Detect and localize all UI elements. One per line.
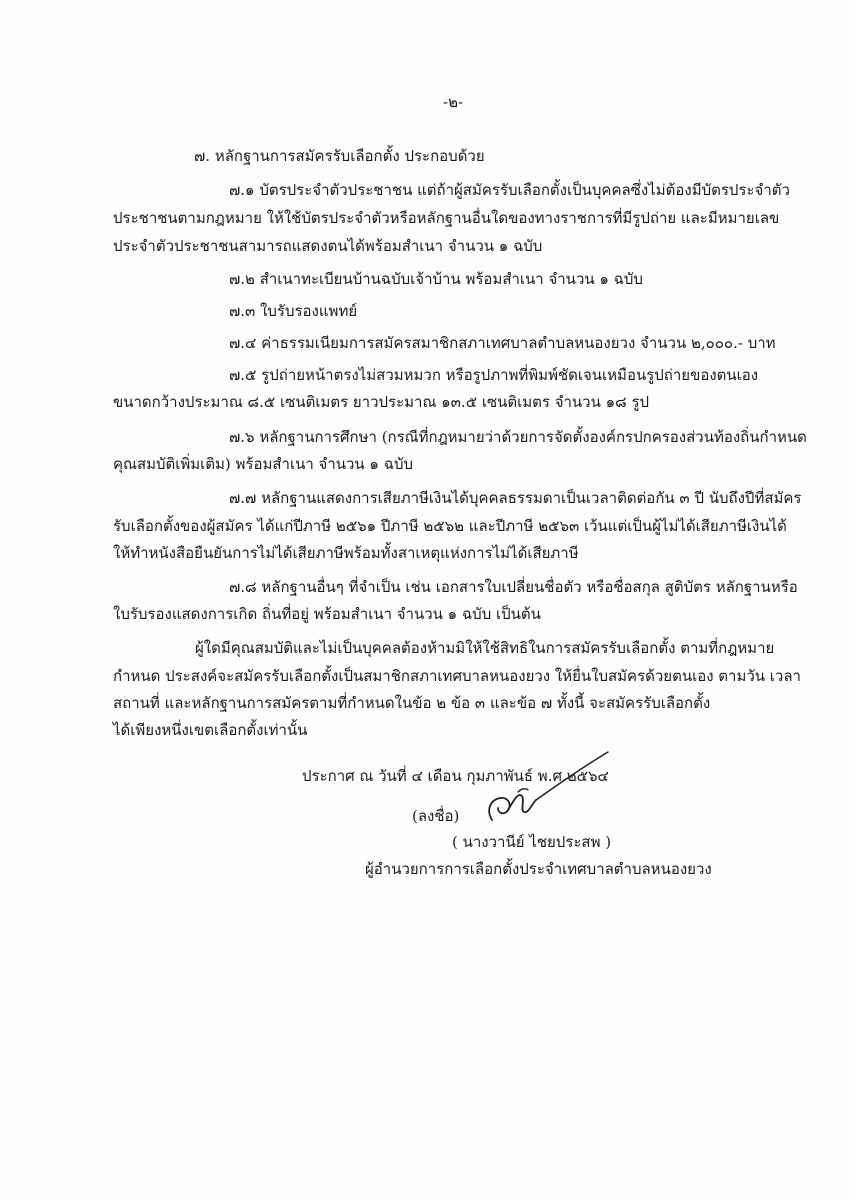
item-7-6-line-1: ๗.๖ หลักฐานการศึกษา (กรณีที่กฎหมายว่าด้วยการจัดตั้งองค์กรปกครองส่วนท้องถิ่นกำหนด [229, 428, 807, 446]
item-7-1-line-1: ๗.๑ บัตรประจำตัวประชาชน แต่ถ้าผู้สมัครรับเลือกตั้งเป็นบุคคลซึ่งไม่ต้องมีบัตรประจำตัว [229, 181, 790, 199]
item-7-7-line-2: รับเลือกตั้งของผู้สมัคร ได้แก่ปีภาษี ๒๕๖๑ ปีภาษี ๒๕๖๒ และปีภาษี ๒๕๖๓ เว้นแต่เป็นผู้ไม่ได้เสียภาษีเงินได้ [113, 517, 787, 535]
closing-line-3: สถานที่ และหลักฐานการสมัครตามที่กำหนดในข้อ ๒ ข้อ ๓ และข้อ ๗ ทั้งนี้ จะสมัครรับเลือกตั้ง [113, 694, 711, 712]
item-7-7-line-3: ให้ทำหนังสือยืนยันการไม่ได้เสียภาษีพร้อมทั้งสาเหตุแห่งการไม่ได้เสียภาษี [113, 544, 579, 562]
sign-label: (ลงชื่อ) [412, 807, 460, 825]
closing-line-2: กำหนด ประสงค์จะสมัครรับเลือกตั้งเป็นสมาชิกสภาเทศบาลหนองยวง ให้ยื่นใบสมัครด้วยตนเอง ตามวัน เวลา [113, 667, 801, 685]
signer-name: ( นางวานีย์ ไชยประสพ ) [452, 833, 612, 851]
closing-line-1: ผู้ใดมีคุณสมบัติและไม่เป็นบุคคลต้องห้ามมิให้ใช้สิทธิในการสมัครรับเลือกตั้ง ตามที่กฎหมาย [195, 639, 775, 657]
item-7-1-line-3: ประจำตัวประชาชนสามารถแสดงตนได้พร้อมสำเนา จำนวน ๑ ฉบับ [113, 237, 543, 255]
item-7-5-line-2: ขนาดกว้างประมาณ ๘.๕ เซนติเมตร ยาวประมาณ ๑๓.๕ เซนติเมตร จำนวน ๑๘ รูป [113, 393, 650, 411]
closing-line-4: ได้เพียงหนึ่งเขตเลือกตั้งเท่านั้น [113, 721, 308, 739]
item-7-4: ๗.๔ ค่าธรรมเนียมการสมัครสมาชิกสภาเทศบาลตำบลหนองยวง จำนวน ๒,๐๐๐.- บาท [229, 334, 776, 352]
section-heading: ๗. หลักฐานการสมัครรับเลือกตั้ง ประกอบด้วย [194, 147, 485, 165]
item-7-8-line-2: ใบรับรองแสดงการเกิด ถิ่นที่อยู่ พร้อมสำเนา จำนวน ๑ ฉบับ เป็นต้น [113, 605, 541, 623]
item-7-2: ๗.๒ สำเนาทะเบียนบ้านฉบับเจ้าบ้าน พร้อมสำเนา จำนวน ๑ ฉบับ [229, 270, 643, 288]
signer-position: ผู้อำนวยการการเลือกตั้งประจำเทศบาลตำบลหนองยวง [365, 860, 712, 878]
item-7-8-line-1: ๗.๘ หลักฐานอื่นๆ ที่จำเป็น เช่น เอกสารใบเปลี่ยนชื่อตัว หรือชื่อสกุล สูติบัตร หลักฐานหรือ [229, 578, 798, 596]
item-7-3: ๗.๓ ใบรับรองแพทย์ [229, 302, 358, 320]
announcement-date: ประกาศ ณ วันที่ ๔ เดือน กุมภาพันธ์ พ.ศ.๒๕๖๔ [302, 767, 609, 785]
item-7-5-line-1: ๗.๕ รูปถ่ายหน้าตรงไม่สวมหมวก หรือรูปภาพที่พิมพ์ชัดเจนเหมือนรูปถ่ายของตนเอง [229, 366, 759, 384]
item-7-6-line-2: คุณสมบัติเพิ่มเติม) พร้อมสำเนา จำนวน ๑ ฉบับ [113, 455, 413, 473]
item-7-1-line-2: ประชาชนตามกฎหมาย ให้ใช้บัตรประจำตัวหรือหลักฐานอื่นใดของทางราชการที่มีรูปถ่าย และมีหมายเลข [113, 209, 780, 227]
item-7-7-line-1: ๗.๗ หลักฐานแสดงการเสียภาษีเงินได้บุคคลธรรมดาเป็นเวลาติดต่อกัน ๓ ปี นับถึงปีที่สมัคร [229, 489, 802, 507]
page-number: -๒- [443, 93, 464, 111]
handwritten-signature [478, 748, 613, 833]
